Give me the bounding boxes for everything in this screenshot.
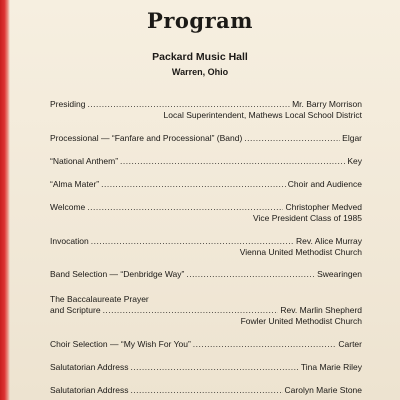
dot-leader [103, 305, 279, 316]
item-label: Welcome [50, 202, 86, 212]
item-label: Processional — “Fanfare and Processional” (Band) [50, 133, 243, 143]
dot-leader [193, 339, 337, 350]
dot-leader [130, 362, 298, 373]
venue-city: Warren, Ohio [171, 67, 229, 77]
program-item-band-selection [50, 269, 362, 280]
program-item-alma-mater [50, 179, 362, 190]
dot-leader [87, 99, 290, 110]
program-item-baccalaureate-prayer [50, 294, 362, 327]
dot-leader [87, 202, 283, 213]
item-value: Elgar [342, 133, 362, 143]
program-item-welcome [50, 202, 362, 224]
item-label: Choir Selection — “My Wish For You” [50, 339, 191, 349]
dot-leader [186, 269, 315, 280]
item-value: Key [347, 156, 362, 166]
item-subtitle: Vienna United Methodist Church [239, 247, 362, 257]
item-label: Salutatorian Address [50, 385, 129, 395]
item-label-continued: and Scripture [50, 305, 101, 315]
item-value: Rev. Marlin Shepherd [280, 305, 362, 315]
item-value: Mr. Barry Morrison [292, 99, 362, 109]
dot-leader [101, 179, 286, 190]
item-value: Christopher Medved [285, 202, 362, 212]
dot-leader [120, 156, 345, 167]
item-subtitle: Vice President Class of 1985 [253, 213, 362, 223]
item-label: Presiding [50, 99, 86, 109]
item-label: “Alma Mater” [50, 179, 100, 189]
item-value: Carolyn Marie Stone [284, 385, 362, 395]
item-label: The Baccalaureate Prayer [50, 294, 149, 304]
dot-leader [244, 133, 340, 144]
item-value: Tina Marie Riley [300, 362, 362, 372]
item-label: “National Anthem” [50, 156, 119, 166]
item-label: Salutatorian Address [50, 362, 129, 372]
item-subtitle: Local Superintendent, Mathews Local School District [163, 110, 362, 120]
dot-leader [130, 385, 282, 396]
item-value: Choir and Audience [287, 179, 362, 189]
program-item-salutatorian-2 [50, 385, 362, 396]
program-item-national-anthem [50, 156, 362, 167]
venue-name: Packard Music Hall [152, 51, 248, 63]
program-item-choir-selection [50, 339, 362, 350]
dot-leader [91, 236, 294, 247]
program-item-presiding [50, 99, 362, 121]
program-item-invocation [50, 236, 362, 258]
item-value: Rev. Alice Murray [296, 236, 362, 246]
item-subtitle: Fowler United Methodist Church [240, 316, 362, 326]
program-item-salutatorian-1 [50, 362, 362, 373]
page-title: Program [147, 8, 253, 33]
item-value: Swearingen [317, 269, 362, 279]
program-item-processional [50, 133, 362, 144]
item-label: Band Selection — “Denbridge Way” [50, 269, 185, 279]
item-label: Invocation [50, 236, 89, 246]
item-value: Carter [338, 339, 362, 349]
